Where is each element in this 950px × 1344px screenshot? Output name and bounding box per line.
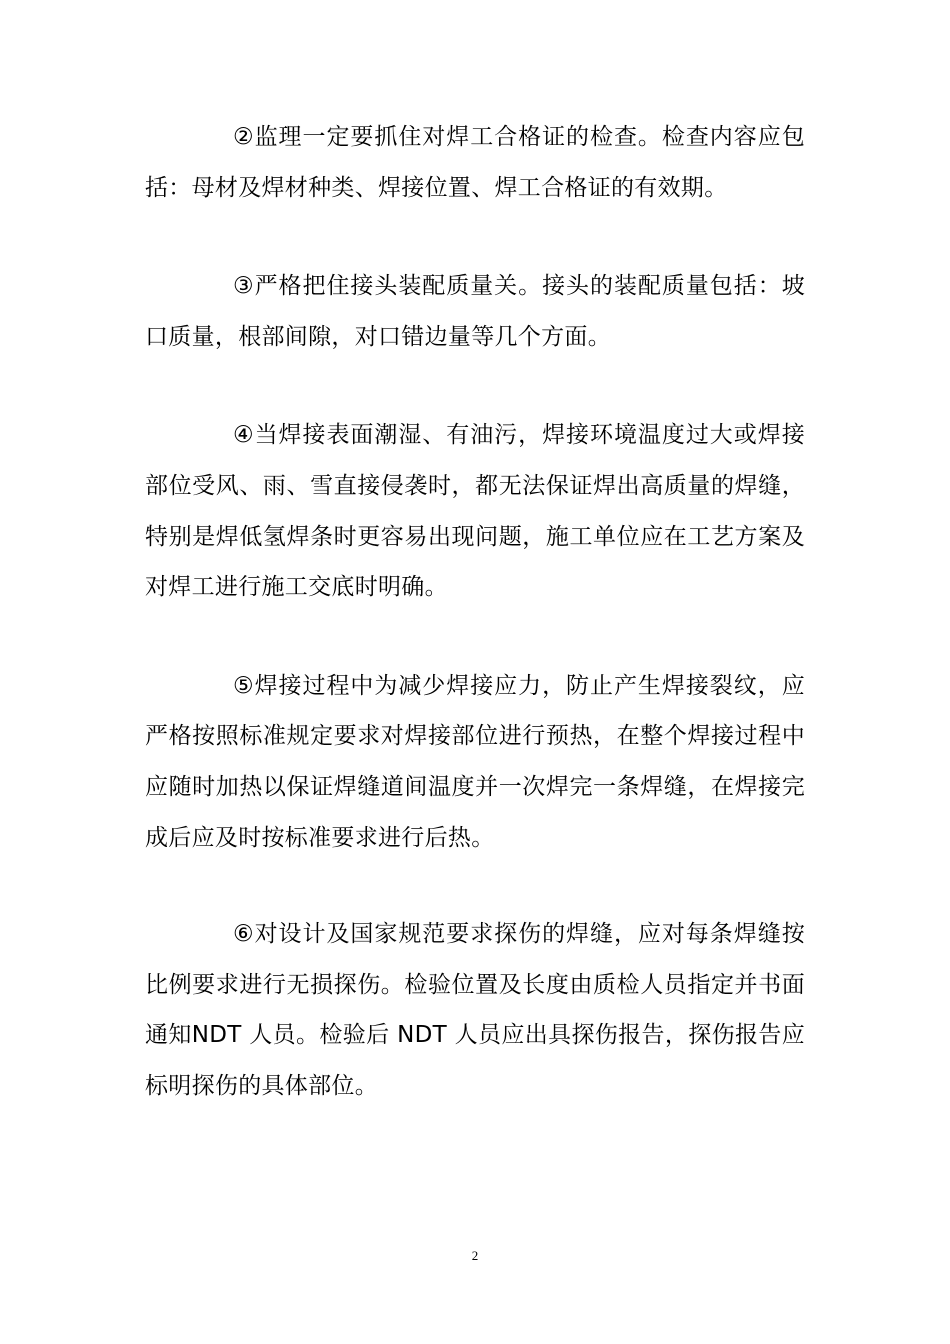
paragraph-joint-assembly-quality: ③严格把住接头装配质量关。接头的装配质量包括：坡口质量，根部间隙，对口错边量等几个方面。 [145,273,805,350]
document-body [145,112,805,1160]
paragraph-preheat-postheat: ⑤焊接过程中为减少焊接应力，防止产生焊接裂纹，应严格按照标准规定要求对焊接部位进行预热，在整个焊接过程中应随时加热以保证焊缝道间温度并一次焊完一条焊缝，在焊接完成后应及时按标准要求进行后热。 [145,672,805,851]
page-number: 2 [471,1248,479,1263]
paragraph-welding-environment: ④当焊接表面潮湿、有油污，焊接环境温度过大或焊接部位受风、雨、雪直接侵袭时，都无法保证焊出高质量的焊缝，特别是焊低氢焊条时更容易出现问题，施工单位应在工艺方案及对焊工进行施工交底时明确。 [145,422,805,601]
paragraph-welder-certificate-check: ②监理一定要抓住对焊工合格证的检查。检查内容应包括：母材及焊材种类、焊接位置、焊工合格证的有效期。 [145,124,805,201]
paragraph-nondestructive-testing: ⑥对设计及国家规范要求探伤的焊缝，应对每条焊缝按比例要求进行无损探伤。检验位置及长度由质检人员指定并书面通知NDT 人员。检验后 NDT 人员应出具探伤报告，探伤报告应标明探伤的具体部位。 [145,921,805,1099]
